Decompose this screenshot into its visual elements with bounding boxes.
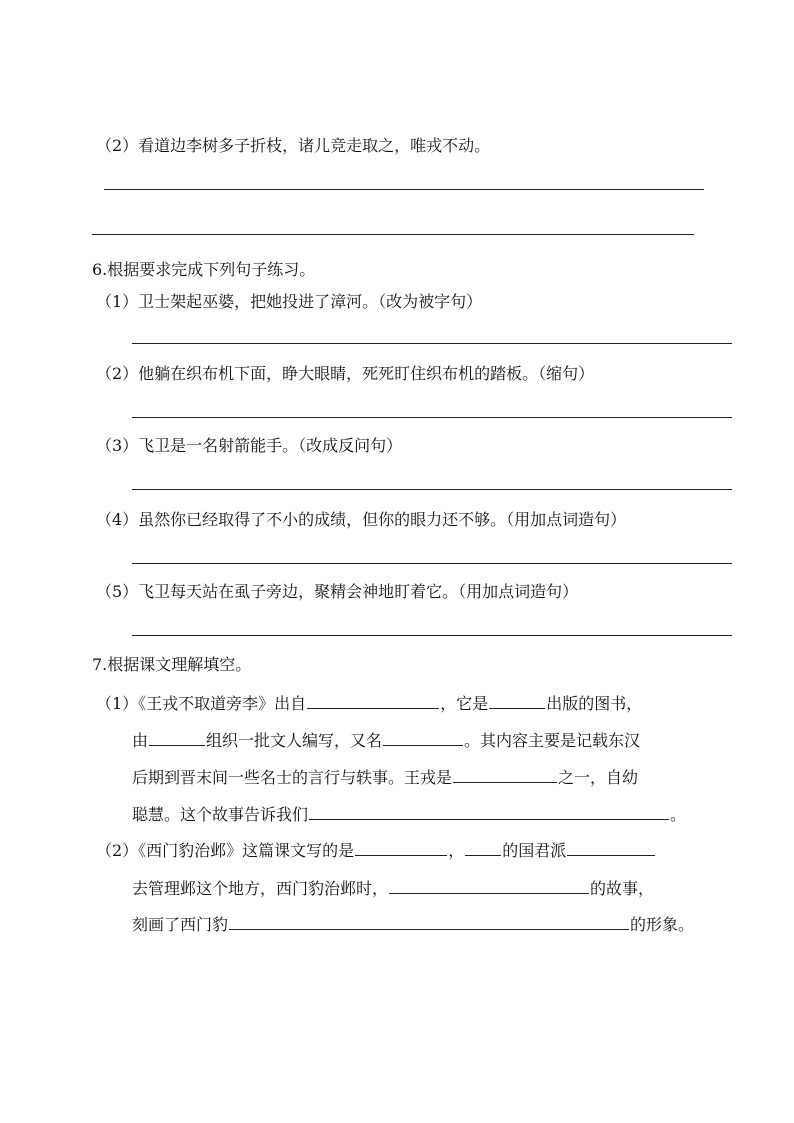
text: 的国君派 [502,841,567,860]
answer-line[interactable] [132,563,732,564]
fill-blank[interactable] [309,802,669,820]
text: 聪慧。这个故事告诉我们 [132,805,309,824]
q7-item-1-line-2 [132,728,640,751]
answer-line[interactable] [92,234,694,235]
fill-blank[interactable] [465,838,501,856]
fill-blank[interactable] [453,765,557,783]
q7-title: 7.根据课文理解填空。 [92,655,252,674]
text: ， [448,841,465,860]
q6-item-4: （4）虽然你已经取得了不小的成绩，但你的眼力还不够。（用加点词造句） [96,510,627,529]
q6-item-2: （2）他躺在织布机下面，睁大眼睛，死死盯住织布机的踏板。（缩句） [96,364,595,383]
q7-item-1-line-3 [132,765,638,788]
text: ，它是 [440,694,489,713]
q7-item-1-line-1 [96,691,642,714]
text: （1）《王戎不取道旁李》出自 [96,694,307,713]
text: 的故事， [590,879,655,898]
q6-title: 6.根据要求完成下列句子练习。 [92,260,316,279]
text: 后期到晋末间一些名士的言行与轶事。王戎是 [132,768,453,787]
fill-blank[interactable] [489,691,545,709]
q7-item-1-line-4 [132,802,686,825]
q7-item-2-line-2 [132,876,654,899]
q5-item-2: （2）看道边李树多子折枝，诸儿竞走取之，唯戎不动。 [96,136,491,155]
text: （2）《西门豹治邺》这篇课文写的是 [96,841,355,860]
text: 之一，自幼 [558,768,639,787]
fill-blank[interactable] [383,728,463,746]
fill-blank[interactable] [149,728,205,746]
text: 刻画了西门豹 [132,915,229,934]
text: 。 [670,805,687,824]
answer-line[interactable] [132,635,732,636]
q6-item-1: （1）卫士架起巫婆，把她投进了漳河。（改为被字句） [96,292,483,311]
fill-blank[interactable] [229,912,629,930]
q6-item-5: （5）飞卫每天站在虱子旁边，聚精会神地盯着它。（用加点词造句） [96,582,579,601]
answer-line[interactable] [132,417,732,418]
fill-blank[interactable] [389,876,589,894]
fill-blank[interactable] [567,838,655,856]
text: 。其内容主要是记载东汉 [464,731,641,750]
text: 去管理邺这个地方，西门豹治邺时， [132,879,389,898]
text: 组织一批文人编写，又名 [206,731,383,750]
text: 由 [132,731,149,750]
fill-blank[interactable] [307,691,439,709]
text: 的形象。 [630,915,695,934]
answer-line[interactable] [132,343,732,344]
text: 出版的图书， [546,694,643,713]
q6-item-3: （3）飞卫是一名射箭能手。（改成反问句） [96,436,403,455]
answer-line[interactable] [132,489,732,490]
q7-item-2-line-3 [132,912,694,935]
q7-item-2-line-1 [96,838,656,861]
fill-blank[interactable] [355,838,447,856]
answer-line[interactable] [104,189,704,190]
